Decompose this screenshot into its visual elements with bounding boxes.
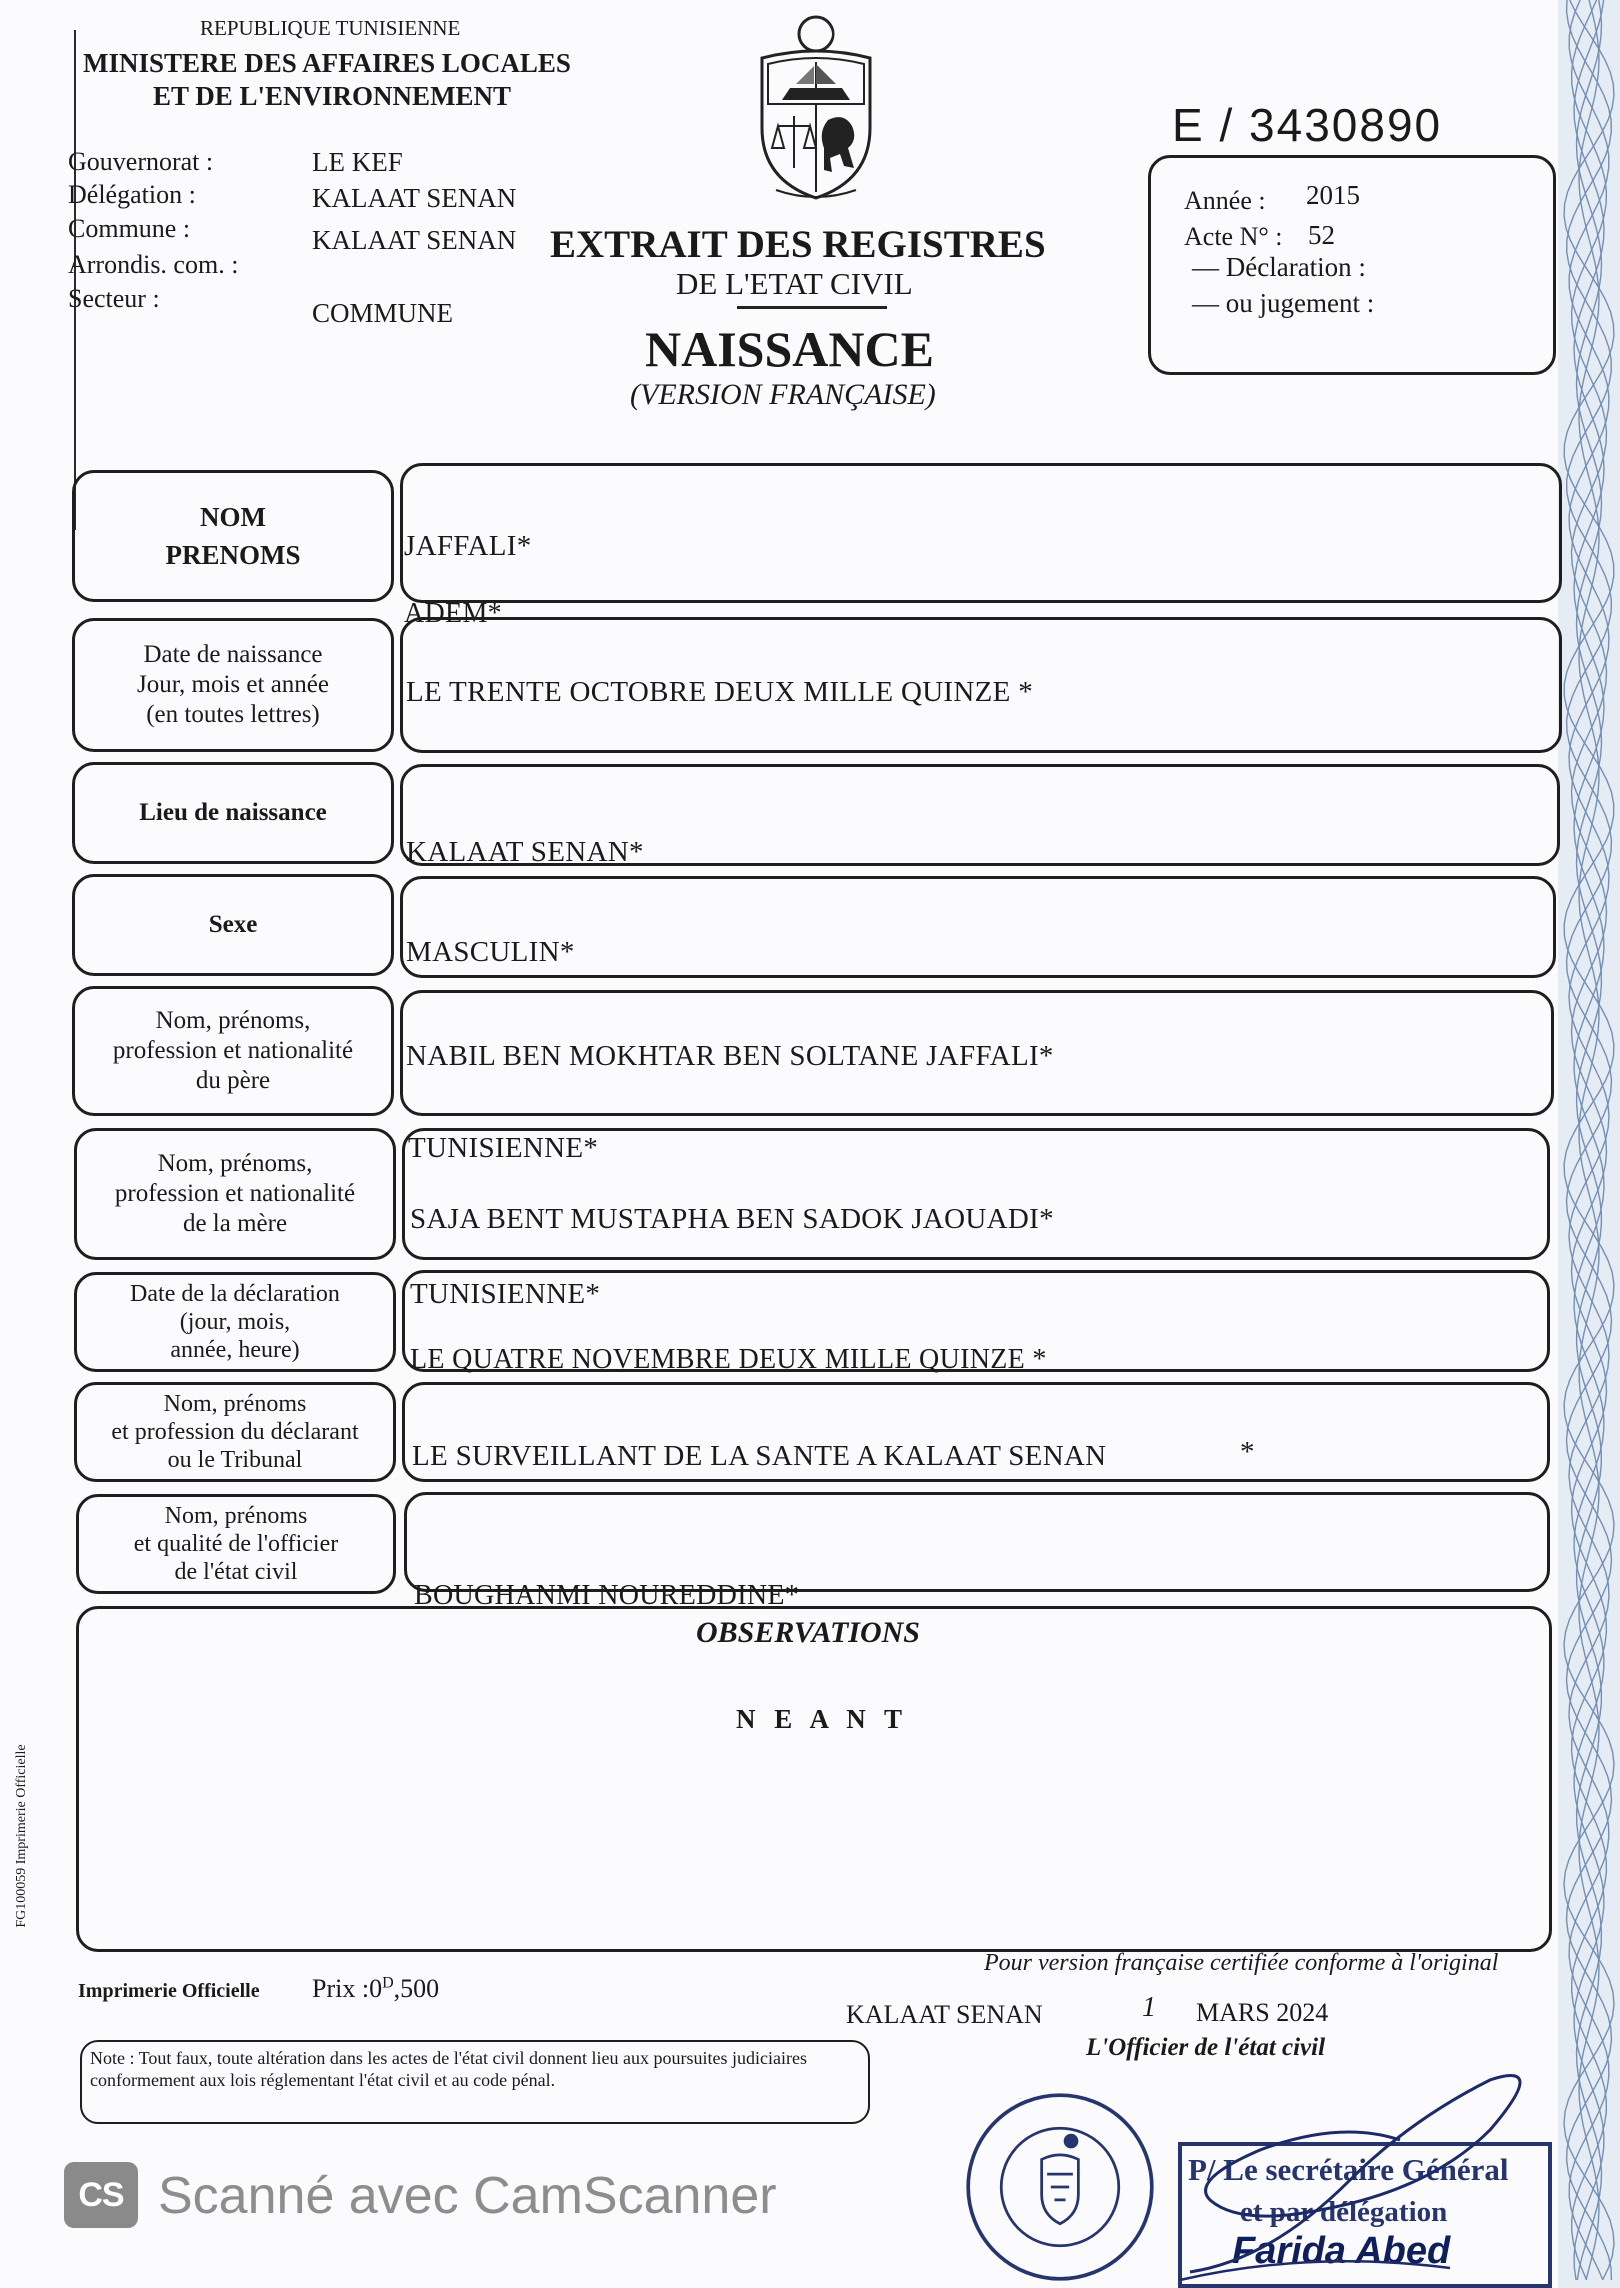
label-box-pere	[72, 986, 394, 1116]
value-pere-nationalite: TUNISIENNE*	[408, 1132, 599, 1164]
signature	[1150, 2040, 1560, 2288]
label-mere-text: Nom, prénoms, profession et nationalité de la mère	[114, 1150, 356, 1237]
note-text: Note : Tout faux, toute altération dans les actes de l'état civil donnent lieu aux poursuites judiciaires conformement aux lois réglementant l'état civil et au code pénal.	[90, 2048, 807, 2090]
label-box-date-declaration	[74, 1272, 396, 1372]
label-pere-text: Nom, prénoms, profession et nationalité du père	[112, 1007, 354, 1094]
label-box-date-naissance	[72, 618, 394, 752]
label-arrondis: Arrondis. com. :	[68, 250, 239, 279]
value-box-nom	[400, 463, 1562, 603]
label-date-naissance-text: Date de naissance Jour, mois et année (en toutes lettres)	[136, 641, 329, 728]
certified-text: Pour version française certifiée conforme à l'original	[984, 1950, 1499, 1976]
footer-month-year: MARS 2024	[1196, 1998, 1329, 2027]
title-underline	[737, 306, 887, 309]
annee-label: Année :	[1184, 186, 1266, 215]
value-date-declaration: LE QUATRE NOVEMBRE DEUX MILLE QUINZE *	[410, 1344, 1047, 1375]
label-commune: Commune :	[68, 214, 191, 243]
side-print: FG100059 Imprimerie Officielle	[14, 1744, 29, 1928]
observations-title: OBSERVATIONS	[696, 1616, 920, 1649]
declaration-label: — Déclaration :	[1192, 252, 1366, 282]
prix-unit: D	[382, 1974, 394, 1992]
serial-number: E / 3430890	[1172, 99, 1443, 151]
label-box-officier	[76, 1494, 396, 1594]
footer-day: 1	[1142, 1992, 1156, 2023]
acte-label: Acte N° :	[1184, 222, 1283, 251]
label-declarant-text: Nom, prénoms et profession du déclarant ou le Tribunal	[111, 1391, 359, 1473]
label-nom-text: NOM PRENOMS	[165, 502, 301, 570]
title-version: (VERSION FRANÇAISE)	[630, 378, 936, 411]
camscanner-text: Scanné avec CamScanner	[158, 2167, 777, 2225]
annee-value: 2015	[1306, 180, 1360, 210]
title-naissance: NAISSANCE	[645, 321, 934, 377]
value-box-officier	[404, 1492, 1550, 1592]
observations-box	[76, 1606, 1552, 1952]
label-lieu-text: Lieu de naissance	[139, 799, 327, 826]
label-box-sexe	[72, 874, 394, 976]
value-secteur: COMMUNE	[312, 298, 454, 328]
label-box-nom	[72, 470, 394, 602]
title-line1: EXTRAIT DES REGISTRES	[550, 223, 1046, 266]
value-gouvernorat: LE KEF	[312, 147, 403, 177]
left-rule	[74, 30, 76, 530]
label-sexe-text: Sexe	[208, 911, 258, 938]
prix	[312, 1974, 439, 2004]
label-officier-text: Nom, prénoms et qualité de l'officier de l'état civil	[133, 1503, 339, 1585]
value-declarant-star: *	[1240, 1436, 1255, 1468]
ministry-line1: MINISTERE DES AFFAIRES LOCALES	[83, 48, 571, 78]
label-date-declaration-text: Date de la déclaration (jour, mois, année, heure)	[130, 1281, 340, 1363]
value-commune: KALAAT SENAN	[312, 225, 517, 255]
value-mere: SAJA BENT MUSTAPHA BEN SADOK JAOUADI*	[410, 1203, 1054, 1235]
value-lieu: KALAAT SENAN*	[406, 836, 644, 868]
stamp-name: Farida Abed	[1232, 2230, 1451, 2272]
label-secteur: Secteur :	[68, 284, 160, 313]
footer-place: KALAAT SENAN	[846, 2000, 1043, 2029]
value-date-naissance: LE TRENTE OCTOBRE DEUX MILLE QUINZE *	[406, 676, 1034, 708]
stamp-line2: et par délégation	[1240, 2196, 1448, 2228]
stamp-line1: P/ Le secrétaire Général	[1188, 2152, 1509, 2187]
value-delegation: KALAAT SENAN	[312, 183, 517, 213]
value-box-mere	[402, 1128, 1550, 1260]
label-delegation: Délégation :	[68, 180, 196, 209]
value-mere-nationalite: TUNISIENNE*	[410, 1278, 601, 1310]
republic-label: REPUBLIQUE TUNISIENNE	[200, 16, 461, 40]
officer-label: L'Officier de l'état civil	[1086, 2034, 1326, 2061]
coat-of-arms-emblem	[748, 8, 884, 204]
prix-label: Prix :0	[312, 1974, 383, 2003]
label-gouvernorat: Gouvernorat :	[68, 147, 214, 176]
imprimerie-label: Imprimerie Officielle	[78, 1980, 260, 2002]
round-stamp-text	[1020, 2098, 1021, 2099]
guilloche-border	[1558, 0, 1620, 2288]
label-box-mere	[74, 1128, 396, 1260]
label-box-lieu	[72, 762, 394, 864]
value-officier: BOUGHANMI NOUREDDINE*	[414, 1580, 800, 1611]
camscanner-logo	[64, 2162, 138, 2228]
value-prenom: ADEM*	[404, 598, 502, 629]
value-pere: NABIL BEN MOKHTAR BEN SOLTANE JAFFALI*	[406, 1040, 1054, 1072]
value-sexe: MASCULIN*	[406, 936, 575, 968]
camscanner-logo-text: CS	[78, 2175, 124, 2214]
label-box-declarant	[74, 1382, 396, 1482]
prix-value: ,500	[393, 1974, 440, 2003]
acte-value: 52	[1308, 220, 1335, 250]
jugement-label: — ou jugement :	[1192, 288, 1375, 318]
value-declarant: LE SURVEILLANT DE LA SANTE A KALAAT SENAN	[412, 1440, 1107, 1472]
value-nom: JAFFALI*	[404, 530, 532, 562]
observations-text: N E A N T	[736, 1704, 909, 1734]
round-stamp	[950, 2086, 1170, 2288]
title-line2: DE L'ETAT CIVIL	[676, 266, 913, 301]
ministry-line2: ET DE L'ENVIRONNEMENT	[153, 81, 512, 111]
